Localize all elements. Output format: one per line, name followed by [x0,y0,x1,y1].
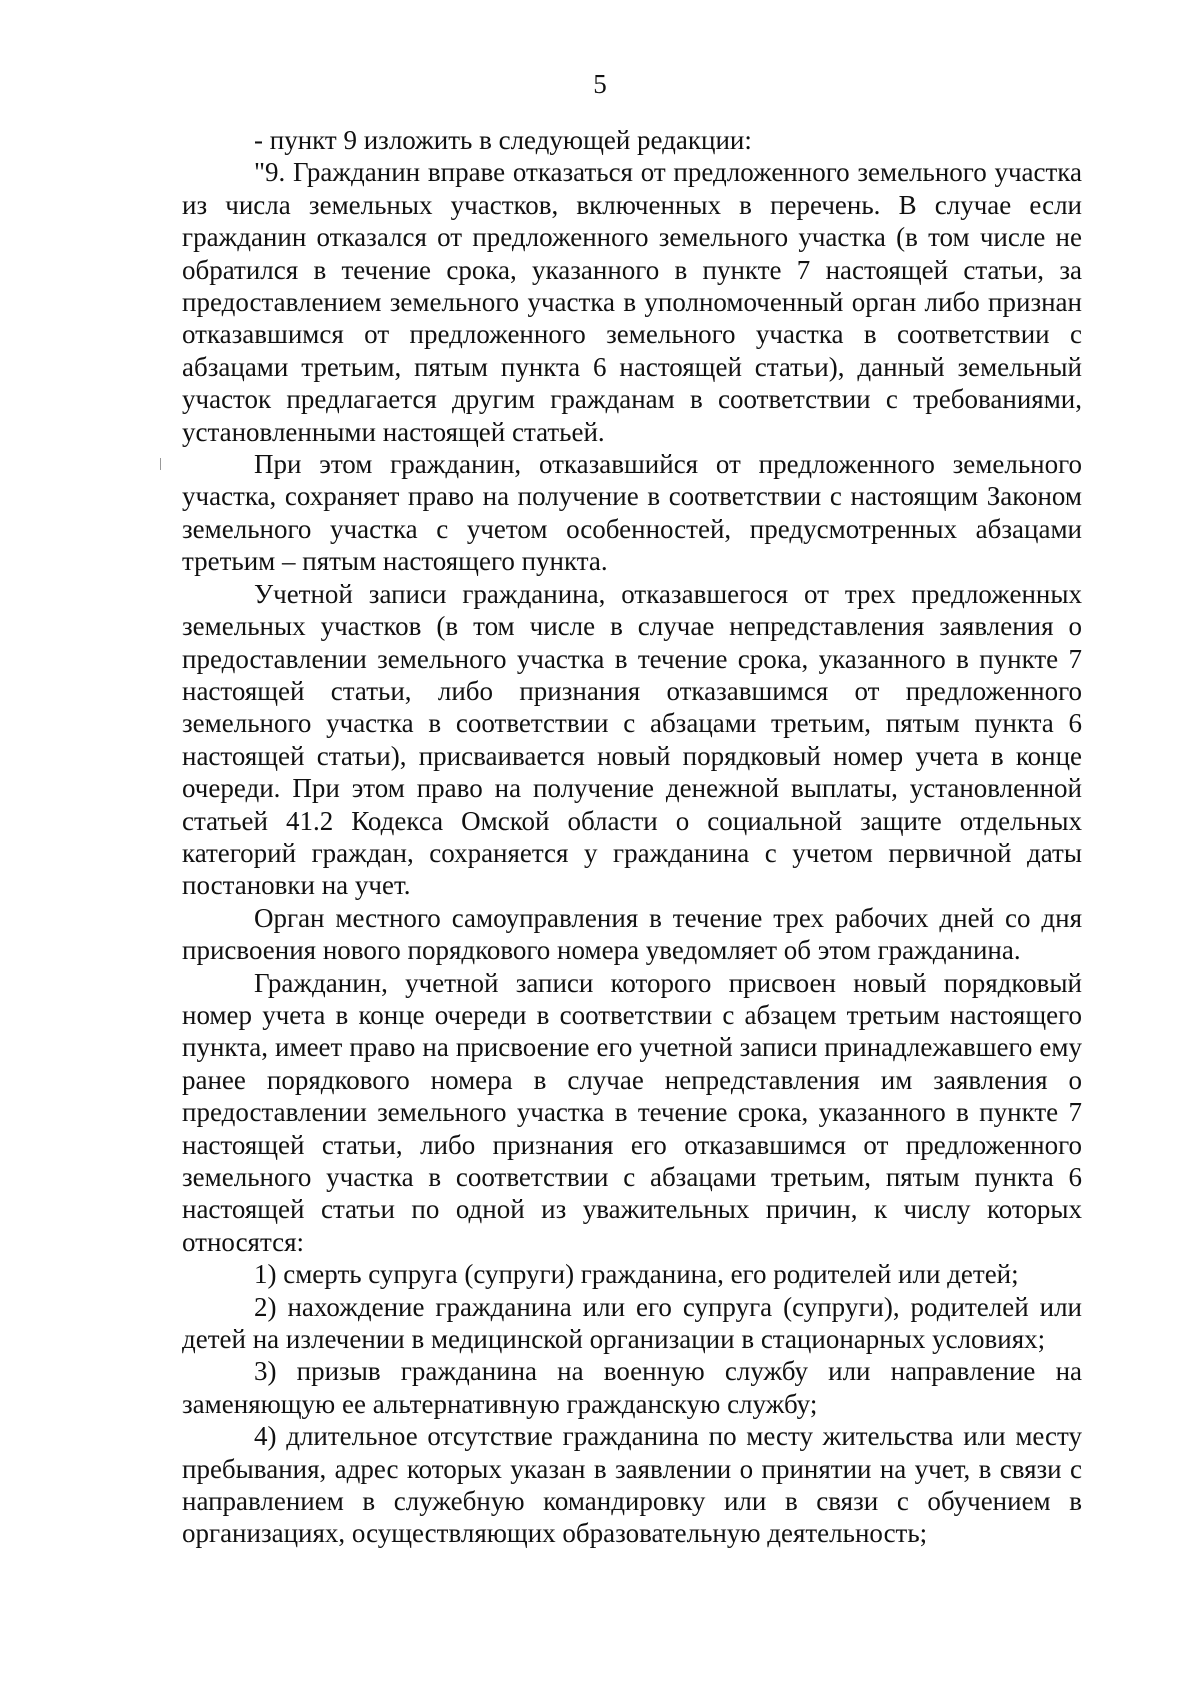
list-item-1: 1) смерть супруга (супруги) гражданина, его родителей или детей; [254,1259,1019,1290]
document-body [182,124,1082,1550]
paragraph-new-number: Учетной записи гражданина, отказавшегося от трех предложенных земельных участков (в том числе в случае непредставления заявления о предоставлении земельного участка в течение срока, указанного в пункте 7 настоящей статьи, либо признания отказавшимся от предложенного земельного участка в соответствии с абзацами третьим, пятым пункта 6 настоящей статьи), присваивается новый порядковый номер учета в конце очереди. При этом право на получение денежной выплаты, установленной статьей 41.2 Кодекса Омской области о социальной защите отдельных категорий граждан, сохраняется у гражданина с учетом первичной даты постановки на учет. [182,578,1082,901]
list-item-4: 4) длительное отсутствие гражданина по месту жительства или месту пребывания, адрес которых указан в заявлении о принятии на учет, в связи с направлением в служебную командировку или в связи с обучением в организациях, осуществляющих образовательную деятельность; [182,1421,1082,1549]
list-item-2: 2) нахождение гражданина или его супруга (супруги), родителей или детей на излечении в медицинской организации в стационарных условиях; [182,1291,1082,1355]
paragraph-retained-right: При этом гражданин, отказавшийся от предложенного земельного участка, сохраняет право на получение в соответствии с настоящим Законом земельного участка с учетом особенностей, предусмотренных абзацами третьим – пятым настоящего пункта. [182,449,1082,577]
paragraph-amendment-intro: - пункт 9 изложить в следующей редакции: [254,125,752,155]
paragraph-notification: Орган местного самоуправления в течение трех рабочих дней со дня присвоения нового порядкового номера уведомляет об этом гражданина. [182,902,1082,966]
list-item-3: 3) призыв гражданина на военную службу или направление на заменяющую ее альтернативную гражданскую службу; [182,1356,1082,1419]
paragraph-item-9: "9. Гражданин вправе отказаться от предложенного земельного участка из числа земельных участков, включенных в перечень. В случае если гражданин отказался от предложенного земельного участка (в том числе не обратился в течение срока, указанного в пункте 7 настоящей статьи, за предоставлением земельного участка в уполномоченный орган либо признан отказавшимся от предложенного земельного участка в соответствии с абзацами третьим, пятым пункта 6 настоящей статьи), данный земельный участок предлагается другим гражданам в соответствии с требованиями, установленными настоящей статьей. [182,157,1082,447]
page-number: 5 [593,69,607,99]
paragraph-restoration-right: Гражданин, учетной записи которого присвоен новый порядковый номер учета в конце очереди в соответствии с абзацем третьим настоящего пункта, имеет право на присвоение его учетной записи принадлежавшего ему ранее порядкового номера в случае непредставления им заявления о предоставлении земельного участка в течение срока, указанного в пункте 7 настоящей статьи, либо признания его отказавшимся от предложенного земельного участка в соответствии с абзацами третьим, пятым пункта 6 настоящей статьи по одной из уважительных причин, к числу которых относятся: [182,967,1082,1257]
margin-mark [160,458,161,470]
